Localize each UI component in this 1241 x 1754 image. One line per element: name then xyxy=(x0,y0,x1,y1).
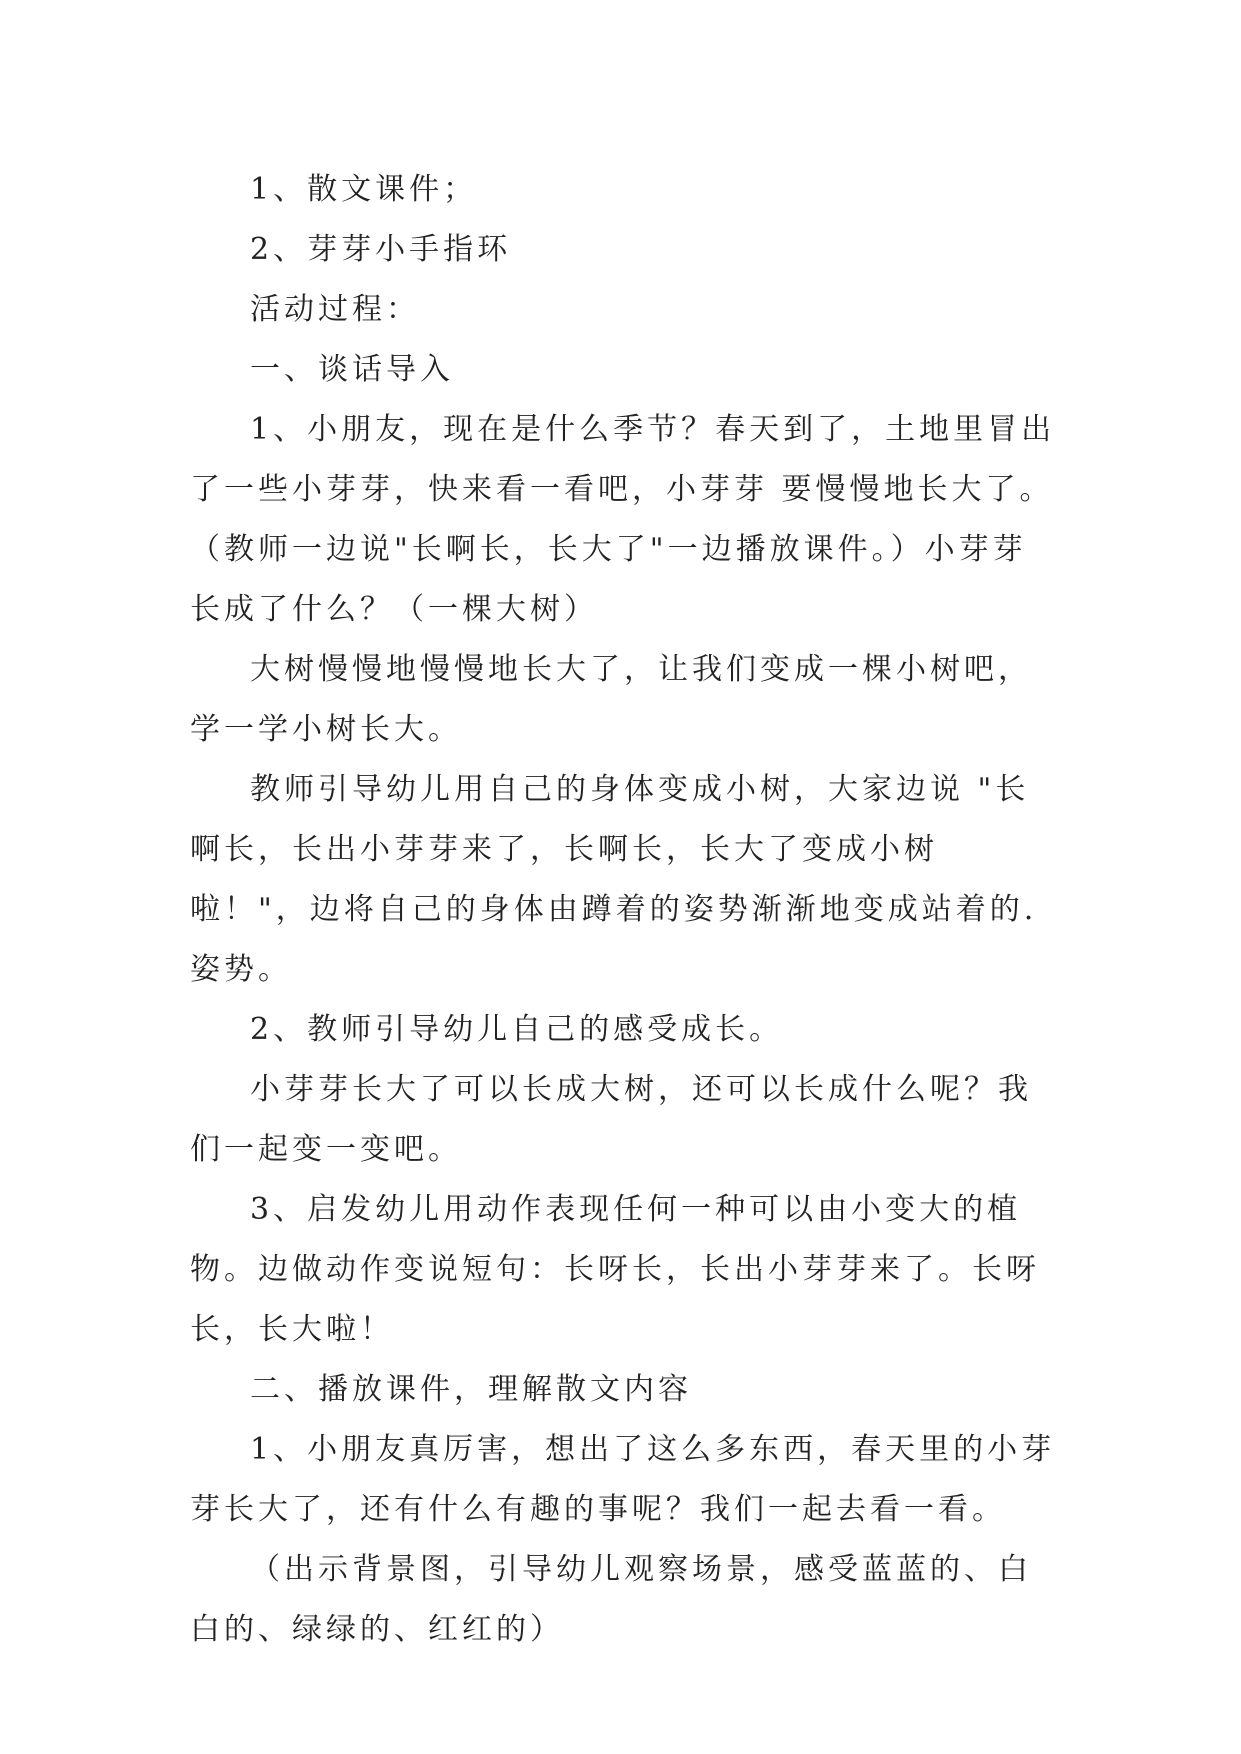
paragraph-background-image: （出示背景图，引导幼儿观察场景，感受蓝蓝的、白白的、绿绿的、红红的） xyxy=(190,1552,1032,1647)
paragraph-material-2: 2、芽芽小手指环 xyxy=(250,232,512,267)
paragraph-step-1: 1、小朋友，现在是什么季节？春天到了，土地里冒出了一些小芽芽，快来看一看吧，小芽芽 要慢慢地长大了。（教师一边说"长啊长，长大了"一边播放课件。）小芽芽长成了什么？（一棵大树） xyxy=(190,412,1056,627)
paragraph-process-heading: 活动过程： xyxy=(250,292,420,327)
paragraph-teacher-guide: 教师引导幼儿用自己的身体变成小树，大家边说 "长啊长，长出小芽芽来了，长啊长，长大了变成小树啦！"，边将自己的身体由蹲着的姿势渐渐地变成站着的.姿势。 xyxy=(190,772,1038,987)
paragraph-tree-growing: 大树慢慢地慢慢地长大了，让我们变成一棵小树吧，学一学小树长大。 xyxy=(190,652,1032,747)
paragraph-step-2: 2、教师引导幼儿自己的感受成长。 xyxy=(250,1012,784,1047)
paragraph-step-3: 3、启发幼儿用动作表现任何一种可以由小变大的植物。边做动作变说短句：长呀长，长出小芽芽来了。长呀长，长大啦！ xyxy=(190,1192,1040,1347)
paragraph-step-2-1: 1、小朋友真厉害，想出了这么多东西，春天里的小芽芽长大了，还有什么有趣的事呢？我们一起去看一看。 xyxy=(190,1432,1056,1527)
document-body xyxy=(190,160,1056,1660)
section-heading-2: 二、播放课件，理解散文内容 xyxy=(250,1372,692,1407)
section-heading-1: 一、谈话导入 xyxy=(250,352,454,387)
paragraph-what-else: 小芽芽长大了可以长成大树，还可以长成什么呢？我们一起变一变吧。 xyxy=(190,1072,1032,1167)
paragraph-material-1: 1、散文课件； xyxy=(250,172,478,207)
